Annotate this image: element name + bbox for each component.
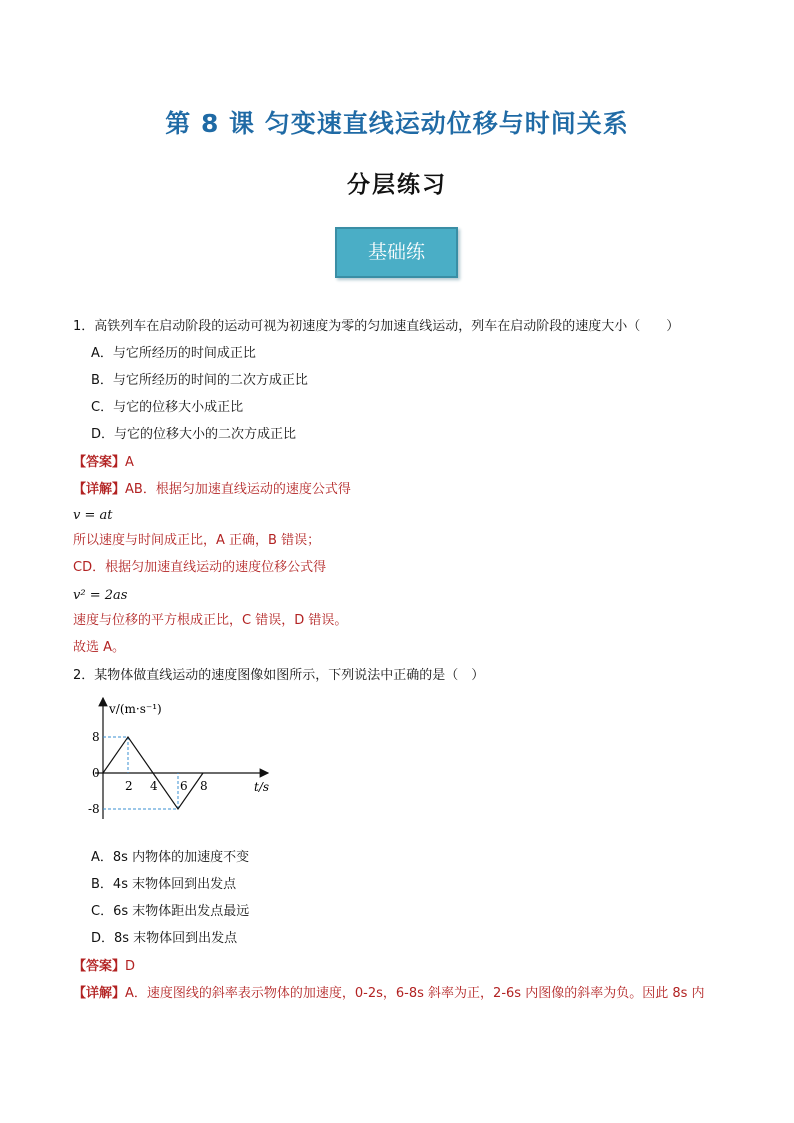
q2-answer-tag: 【答案】 bbox=[73, 959, 126, 974]
y-tick-label: -8 bbox=[88, 802, 100, 816]
q2-option-c: C．6s 末物体距出发点最远 bbox=[91, 904, 250, 919]
page-subtitle: 分层练习 bbox=[347, 172, 447, 198]
velocity-time-chart bbox=[80, 692, 270, 832]
y-tick-label: 0 bbox=[92, 766, 100, 780]
x-tick-label: 6 bbox=[180, 779, 188, 793]
q1-answer: A bbox=[125, 455, 134, 470]
q1-option-a: A．与它所经历的时间成正比 bbox=[91, 346, 256, 361]
q1-option-b: B．与它所经历的时间的二次方成正比 bbox=[91, 373, 308, 388]
q1-answer-line bbox=[73, 454, 134, 472]
q1-detail-line bbox=[73, 481, 351, 499]
x-axis-label: t/s bbox=[254, 780, 270, 794]
q1-detail-5: 故选 A。 bbox=[73, 640, 126, 655]
q2-option-d: D．8s 末物体回到出发点 bbox=[91, 931, 238, 946]
q2-option-a: A．8s 内物体的加速度不变 bbox=[91, 850, 250, 865]
x-tick-label: 8 bbox=[200, 779, 208, 793]
x-tick-label: 4 bbox=[150, 779, 158, 793]
q1-answer-tag: 【答案】 bbox=[73, 455, 126, 470]
q2-detail-tag: 【详解】 bbox=[73, 986, 126, 1001]
q1-detail-1: AB．根据匀加速直线运动的速度公式得 bbox=[125, 482, 351, 497]
x-tick-label: 2 bbox=[125, 779, 133, 793]
q2-stem: 2．某物体做直线运动的速度图像如图所示，下列说法中正确的是（ ） bbox=[73, 668, 485, 683]
q1-detail-4: 速度与位移的平方根成正比，C 错误，D 错误。 bbox=[73, 613, 348, 628]
q1-formula-2: v² = 2as bbox=[73, 588, 128, 603]
q1-detail-3: CD．根据匀加速直线运动的速度位移公式得 bbox=[73, 560, 327, 575]
q2-answer-line bbox=[73, 958, 135, 976]
q1-stem: 1．高铁列车在启动阶段的运动可视为初速度为零的匀加速直线运动，列车在启动阶段的速度大小（ ） bbox=[73, 319, 680, 334]
q2-detail-1: A．速度图线的斜率表示物体的加速度，0-2s，6-8s 斜率为正，2-6s 内图像的斜率为负。因此 8s 内 bbox=[125, 986, 705, 1001]
page-title: 第 8 课 匀变速直线运动位移与时间关系 bbox=[165, 109, 629, 138]
y-axis-label: v/(m·s⁻¹) bbox=[109, 702, 162, 716]
q1-option-c: C．与它的位移大小成正比 bbox=[91, 400, 244, 415]
q2-option-b: B．4s 末物体回到出发点 bbox=[91, 877, 237, 892]
y-tick-label: 8 bbox=[92, 730, 100, 744]
q2-detail-line bbox=[73, 985, 705, 1003]
q2-answer: D bbox=[125, 959, 136, 974]
q1-detail-tag: 【详解】 bbox=[73, 482, 126, 497]
q1-detail-2: 所以速度与时间成正比，A 正确，B 错误； bbox=[73, 533, 321, 548]
q1-option-d: D．与它的位移大小的二次方成正比 bbox=[91, 427, 297, 442]
section-badge: 基础练 bbox=[335, 227, 458, 278]
q1-formula-1: v = at bbox=[73, 508, 113, 523]
